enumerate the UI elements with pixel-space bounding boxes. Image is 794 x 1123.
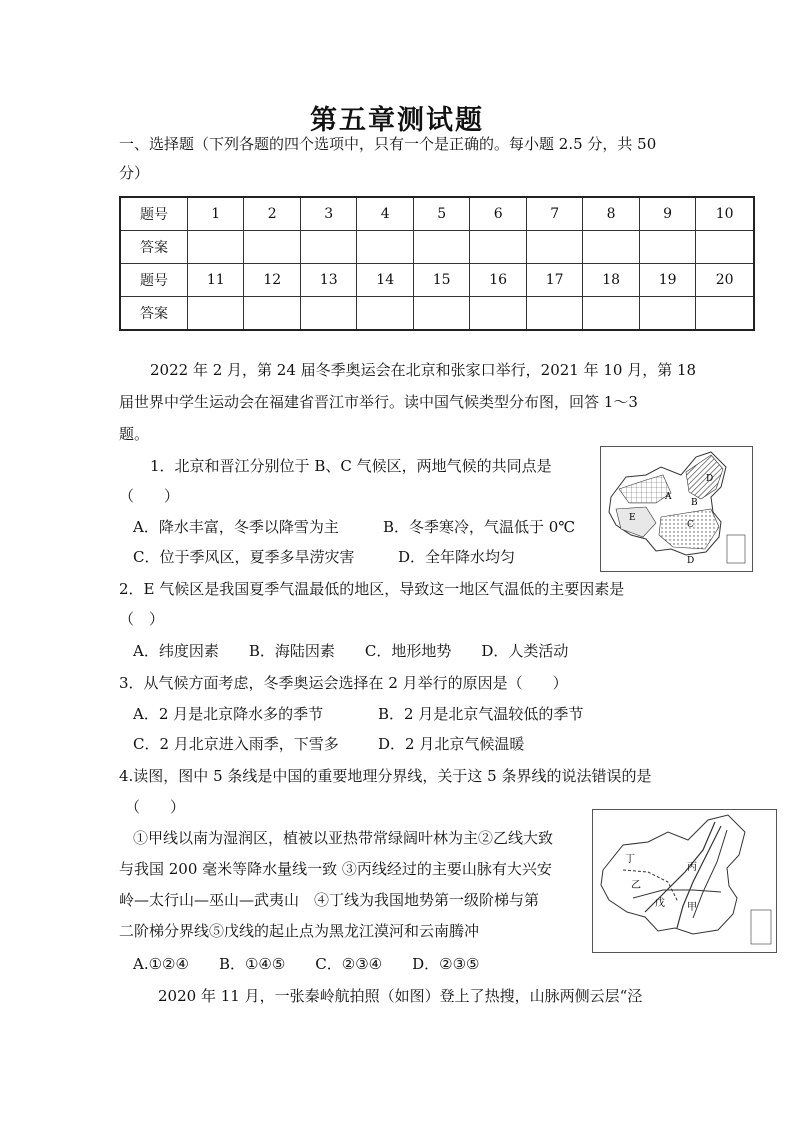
question-4-options[interactable]: A.①②④ B．①④⑤ C．②③④ D．②③⑤ (133, 955, 480, 973)
question-1-option-c[interactable]: C．位于季风区，夏季多旱涝灾害 (133, 548, 355, 566)
question-3-option-c[interactable]: C．2 月北京进入雨季，下雪多 (133, 735, 339, 753)
question-4-body: 与我国 200 毫米等降水量线一致 ③丙线经过的主要山脉有大兴安 (119, 860, 552, 878)
question-number: 12 (244, 264, 300, 297)
question-number: 14 (357, 264, 413, 297)
question-1-paren: （ ） (119, 487, 180, 505)
question-1-stem: 1．北京和晋江分别位于 B、C 气候区，两地气候的共同点是 (150, 457, 552, 475)
answer-cell[interactable] (470, 231, 526, 264)
question-number: 16 (470, 264, 526, 297)
answer-cell[interactable] (188, 231, 244, 264)
section-header: 一、选择题（下列各题的四个选项中，只有一个是正确的。每小题 2.5 分，共 50 (119, 135, 657, 153)
question-number: 8 (583, 197, 639, 231)
question-1-option-b[interactable]: B．冬季寒冷，气温低于 0℃ (383, 518, 576, 536)
question-number: 2 (244, 197, 300, 231)
china-climate-map-figure (601, 447, 752, 571)
answer-cell[interactable] (357, 297, 413, 331)
question-number: 3 (300, 197, 356, 231)
question-1-option-a[interactable]: A．降水丰富，冬季以降雪为主 (133, 518, 339, 536)
answer-cell[interactable] (188, 297, 244, 331)
answer-cell[interactable] (583, 297, 639, 331)
map-label-c: C (687, 520, 694, 530)
question-number: 5 (413, 197, 469, 231)
question-number: 19 (639, 264, 695, 297)
map-label-d2: D (687, 556, 695, 566)
answer-cell[interactable] (470, 297, 526, 331)
question-number: 4 (357, 197, 413, 231)
passage-text: 2022 年 2 月，第 24 届冬季奥运会在北京和张家口举行，2021 年 10 月，第 18 (150, 361, 697, 379)
answer-cell[interactable] (300, 231, 356, 264)
question-number: 11 (188, 264, 244, 297)
answer-cell[interactable] (244, 231, 300, 264)
row-label: 答案 (120, 231, 188, 264)
map-label-d: D (706, 474, 714, 484)
question-2-options[interactable]: A．纬度因素 B．海陆因素 C．地形地势 D．人类活动 (133, 642, 569, 660)
map-label-jia: 甲 (687, 902, 697, 913)
map-label-b: B (691, 498, 698, 508)
question-number: 20 (696, 264, 754, 297)
climate-map (600, 446, 753, 572)
question-number: 10 (696, 197, 754, 231)
question-3-option-a[interactable]: A．2 月是北京降水多的季节 (133, 705, 324, 723)
question-2-stem: 2．E 气候区是我国夏季气温最低的地区，导致这一地区气温低的主要因素是 (119, 580, 625, 598)
answer-cell[interactable] (696, 297, 754, 331)
map-label-a: A (665, 492, 672, 502)
table-row (120, 297, 754, 331)
table-row (120, 197, 754, 231)
question-1-option-d[interactable]: D．全年降水均匀 (398, 548, 516, 566)
question-number: 6 (470, 197, 526, 231)
china-boundary-lines-figure (593, 810, 776, 952)
question-3-option-d[interactable]: D．2 月北京气候温暖 (378, 735, 525, 753)
question-3-stem: 3．从气候方面考虑，冬季奥运会选择在 2 月举行的原因是（ ） (119, 674, 568, 692)
answer-cell[interactable] (526, 231, 582, 264)
map-label-e: E (629, 513, 636, 523)
answer-cell[interactable] (300, 297, 356, 331)
page-title: 第五章测试题 (310, 105, 484, 136)
passage-text: 届世界中学生运动会在福建省晋江市举行。读中国气候类型分布图，回答 1～3 (119, 393, 638, 411)
question-4-body: 岭—太行山—巫山—武夷山 ④丁线为我国地势第一级阶梯与第 (119, 891, 540, 909)
answer-cell[interactable] (696, 231, 754, 264)
map-label-wu: 戊 (655, 898, 665, 909)
question-4-stem: 4.读图，图中 5 条线是中国的重要地理分界线，关于这 5 条界线的说法错误的是 (119, 767, 652, 785)
answer-cell[interactable] (639, 231, 695, 264)
question-number: 1 (188, 197, 244, 231)
question-number: 9 (639, 197, 695, 231)
question-number: 18 (583, 264, 639, 297)
answer-cell[interactable] (639, 297, 695, 331)
passage-text: 题。 (119, 425, 150, 443)
question-number: 15 (413, 264, 469, 297)
question-4-paren: （ ） (125, 798, 186, 816)
answer-cell[interactable] (357, 231, 413, 264)
question-number: 7 (526, 197, 582, 231)
answer-table (119, 196, 755, 331)
question-number: 17 (526, 264, 582, 297)
answer-cell[interactable] (413, 231, 469, 264)
answer-cell[interactable] (526, 297, 582, 331)
question-4-body: ①甲线以南为湿润区，植被以亚热带常绿阔叶林为主②乙线大致 (133, 829, 554, 847)
answer-cell[interactable] (413, 297, 469, 331)
passage-text: 2020 年 11 月，一张秦岭航拍照（如图）登上了热搜，山脉两侧云层“泾 (158, 987, 643, 1005)
row-label: 题号 (120, 264, 188, 297)
table-row (120, 264, 754, 297)
question-4-body: 二阶梯分界线⑤戊线的起止点为黑龙江漠河和云南腾冲 (119, 922, 480, 940)
map-label-ding: 丁 (625, 854, 635, 865)
question-2-paren: （ ） (119, 610, 165, 628)
boundary-map (592, 809, 777, 953)
question-number: 13 (300, 264, 356, 297)
answer-cell[interactable] (583, 231, 639, 264)
map-label-bing: 丙 (687, 862, 697, 873)
section-header-cont: 分） (119, 164, 150, 182)
answer-cell[interactable] (244, 297, 300, 331)
row-label: 题号 (120, 197, 188, 231)
table-row (120, 231, 754, 264)
row-label: 答案 (120, 297, 188, 331)
question-3-option-b[interactable]: B．2 月是北京气温较低的季节 (378, 705, 584, 723)
map-label-yi: 乙 (631, 880, 641, 891)
